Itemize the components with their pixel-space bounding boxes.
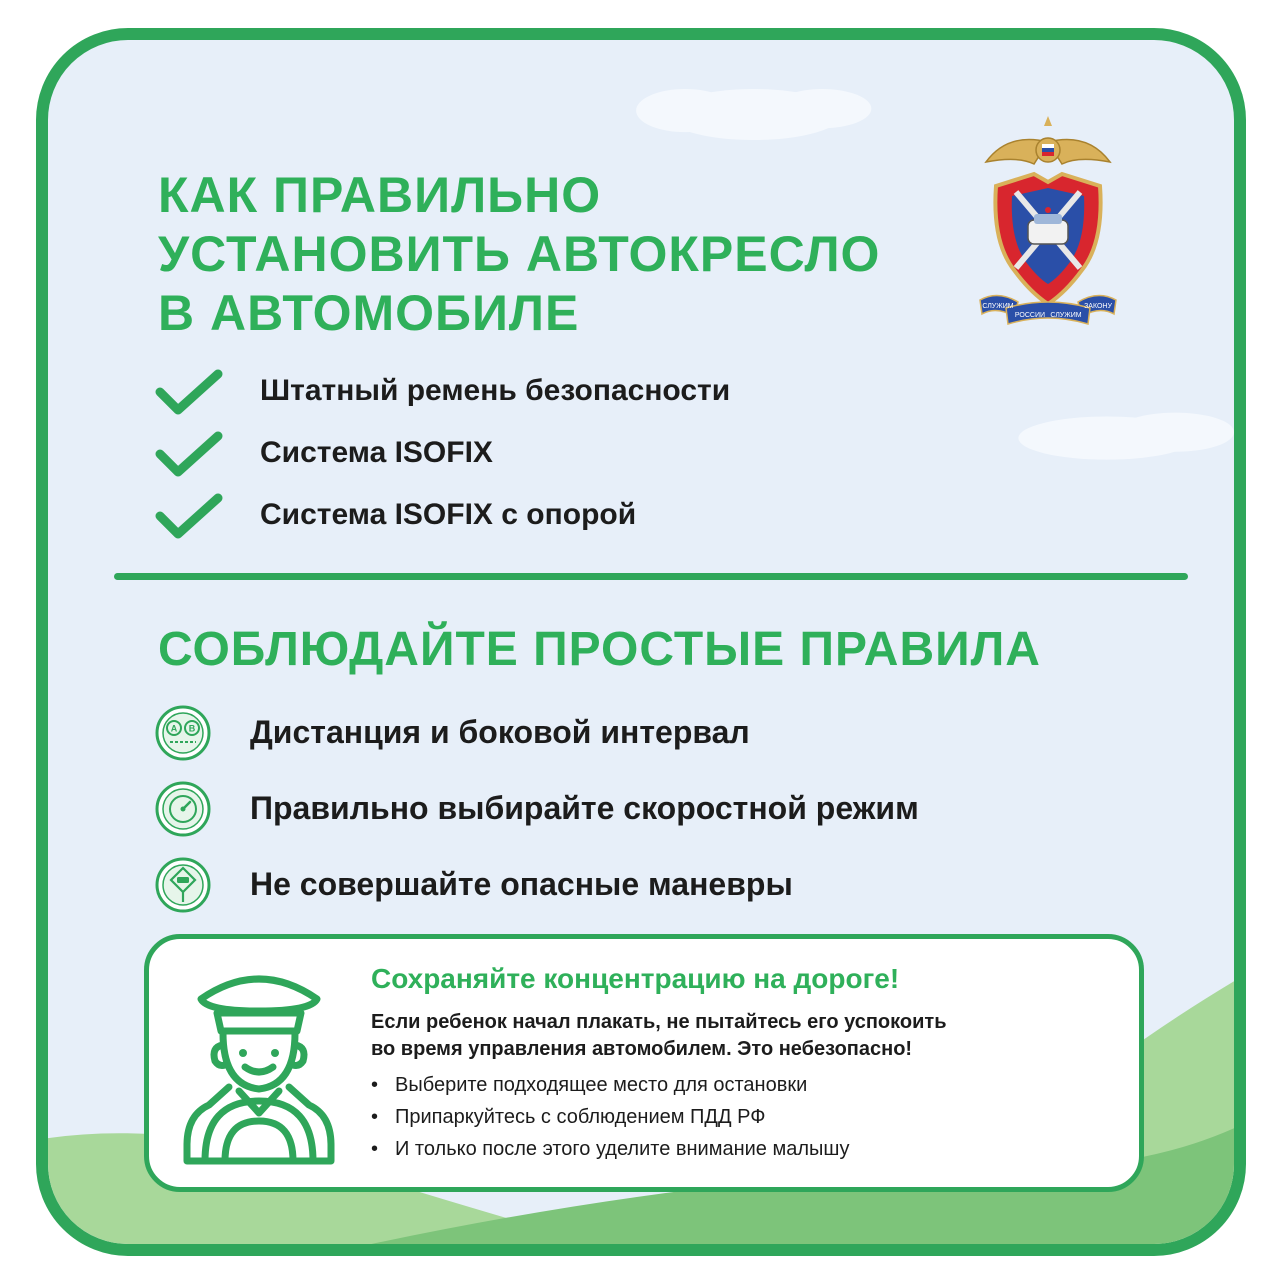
rule-item bbox=[154, 856, 1114, 916]
section-divider bbox=[114, 573, 1188, 580]
title-line: КАК ПРАВИЛЬНО bbox=[158, 167, 602, 223]
danger-sign-icon bbox=[154, 856, 212, 914]
rule-item bbox=[154, 780, 1114, 840]
distance-icon-letter: A bbox=[170, 723, 178, 734]
concentration-title: Сохраняйте концентрацию на дороге! bbox=[371, 963, 900, 994]
ribbon-text-center-right: СЛУЖИМ bbox=[1050, 312, 1082, 319]
rule-item bbox=[154, 704, 1114, 764]
checkmark-icon bbox=[154, 492, 224, 542]
rule-label: Не совершайте опасные маневры bbox=[250, 866, 793, 902]
rule-label: Правильно выбирайте скоростной режим bbox=[250, 790, 919, 826]
title-line: УСТАНОВИТЬ АВТОКРЕСЛО bbox=[158, 226, 881, 282]
page-title bbox=[158, 166, 978, 343]
ribbon-text-left: СЛУЖИМ bbox=[982, 303, 1014, 310]
distance-icon-letter: B bbox=[188, 723, 196, 734]
list-item: • Выберите подходящее место для остановки bbox=[371, 1069, 849, 1101]
ribbon-text-center-left: РОССИИ bbox=[1014, 312, 1046, 319]
concentration-box bbox=[144, 934, 1144, 1192]
install-method-item bbox=[154, 368, 954, 418]
concentration-warning bbox=[371, 1009, 1131, 1063]
title-line: В АВТОМОБИЛЕ bbox=[158, 285, 580, 341]
driver-officer-icon bbox=[179, 965, 339, 1165]
warning-line: Если ребенок начал плакать, не пытайтесь его успокоить bbox=[371, 1011, 947, 1033]
install-method-label: Система ISOFIX bbox=[260, 436, 493, 469]
list-item: • Припаркуйтесь с соблюдением ПДД РФ bbox=[371, 1101, 849, 1133]
warning-line: во время управления автомобилем. Это небезопасно! bbox=[371, 1038, 913, 1060]
rule-label: Дистанция и боковой интервал bbox=[250, 714, 750, 750]
checkmark-icon bbox=[154, 368, 224, 418]
rules-title: СОБЛЮДАЙТЕ ПРОСТЫЕ ПРАВИЛА bbox=[158, 623, 1041, 676]
distance-icon bbox=[154, 704, 212, 762]
install-method-item bbox=[154, 430, 954, 480]
ribbon-text-right: ЗАКОНУ bbox=[1084, 303, 1112, 310]
list-item: • И только после этого уделите внимание малышу bbox=[371, 1133, 849, 1165]
poster-card bbox=[36, 28, 1246, 1256]
install-method-item bbox=[154, 492, 954, 542]
concentration-steps bbox=[371, 1069, 849, 1165]
speedometer-icon bbox=[154, 780, 212, 838]
police-emblem-icon bbox=[978, 112, 1118, 328]
checkmark-icon bbox=[154, 430, 224, 480]
install-method-label: Система ISOFIX с опорой bbox=[260, 498, 637, 531]
install-method-label: Штатный ремень безопасности bbox=[260, 374, 731, 407]
